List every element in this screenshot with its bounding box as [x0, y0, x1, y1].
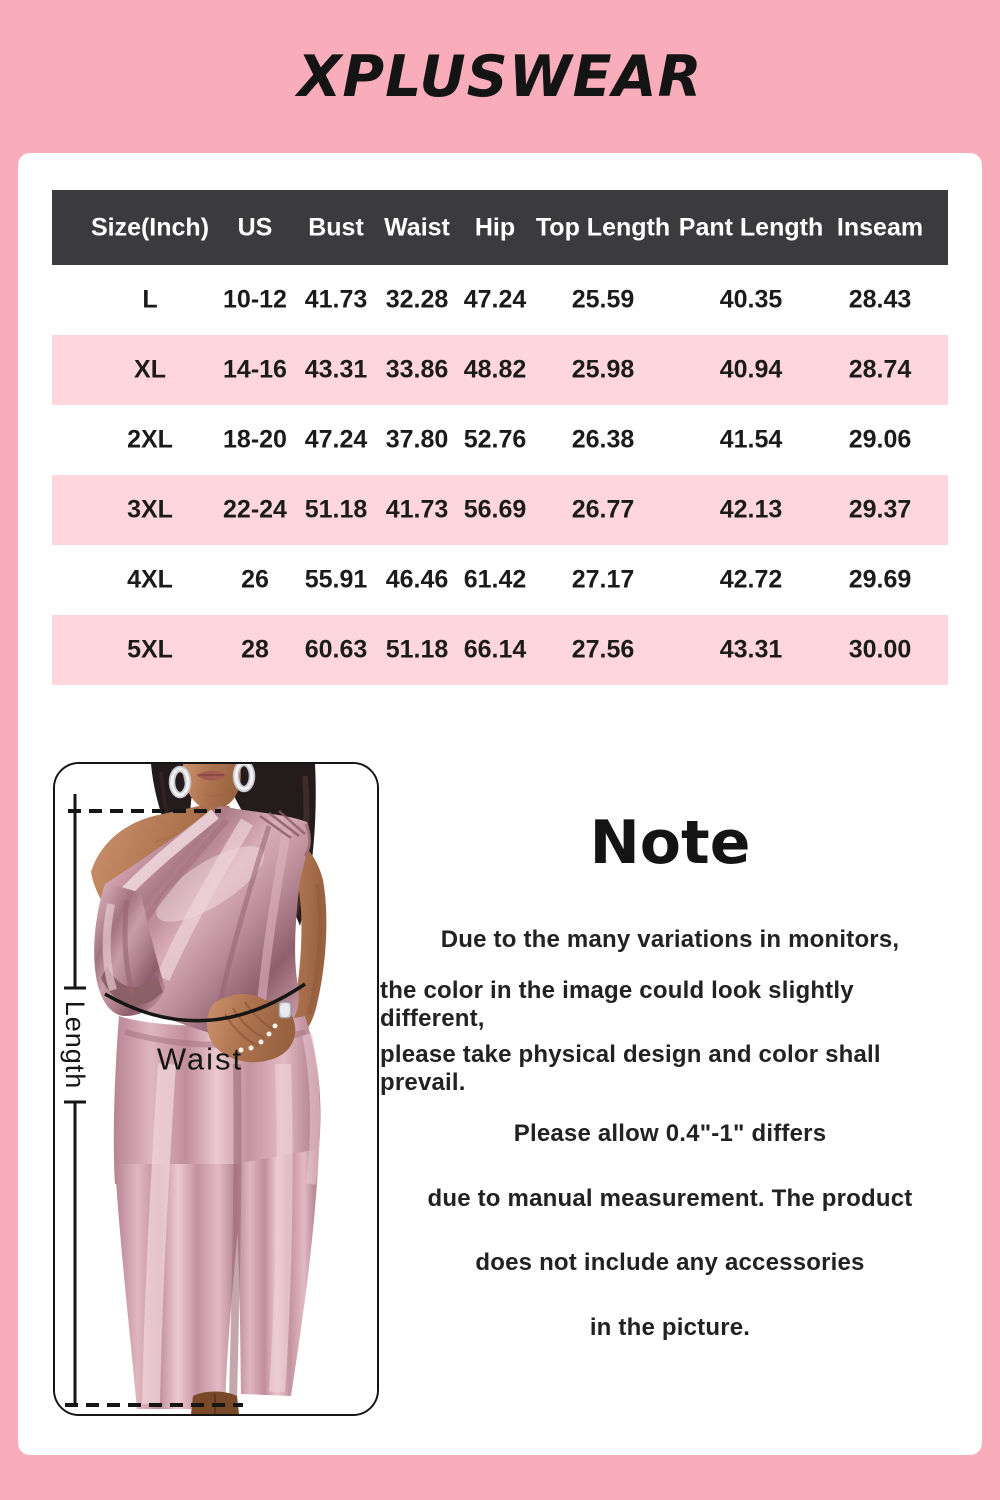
pant-length-cell: 41.54 — [719, 425, 783, 454]
pant-length-cell: 42.72 — [719, 565, 783, 594]
note-line: in the picture. — [589, 1313, 751, 1341]
note-body — [380, 908, 960, 1360]
bust-cell: 51.18 — [304, 495, 368, 524]
table-row — [52, 615, 948, 685]
inseam-cell: 28.74 — [848, 355, 912, 384]
inseam-cell: 29.37 — [848, 495, 912, 524]
hip-cell: 52.76 — [463, 425, 527, 454]
wrist-watch — [279, 1002, 291, 1018]
bust-cell: 43.31 — [304, 355, 368, 384]
header-waist: Waist — [384, 213, 450, 241]
inseam-cell: 28.43 — [848, 285, 912, 314]
waist-cell: 41.73 — [385, 495, 449, 524]
table-row — [52, 545, 948, 615]
top-length-cell: 25.59 — [571, 285, 635, 314]
size-cell: 3XL — [127, 495, 173, 524]
us-cell: 14-16 — [223, 355, 287, 384]
top-length-cell: 26.77 — [571, 495, 635, 524]
header-pant-length: Pant Length — [678, 213, 824, 241]
hip-cell: 66.14 — [463, 635, 527, 664]
header-hip: Hip — [474, 213, 516, 241]
header-size: Size(Inch) — [90, 213, 210, 241]
hip-cell: 61.42 — [463, 565, 527, 594]
waist-label: Waist — [156, 1041, 244, 1077]
waist-cell: 33.86 — [385, 355, 449, 384]
shoes — [191, 1392, 239, 1415]
top-length-cell: 25.98 — [571, 355, 635, 384]
note-title: Note — [589, 808, 751, 878]
content-panel — [18, 153, 982, 1455]
us-cell: 18-20 — [223, 425, 287, 454]
header-top-length: Top Length — [535, 213, 671, 241]
pant-length-cell: 40.94 — [719, 355, 783, 384]
brand-band — [0, 0, 1000, 153]
header-us: US — [237, 213, 273, 241]
inseam-cell: 29.69 — [848, 565, 912, 594]
top-length-cell: 27.17 — [571, 565, 635, 594]
note-line: due to manual measurement. The product — [427, 1184, 913, 1212]
table-row — [52, 475, 948, 545]
note-line: does not include any accessories — [475, 1249, 865, 1277]
header-inseam: Inseam — [836, 213, 924, 241]
size-cell: 4XL — [127, 565, 173, 594]
us-cell: 22-24 — [223, 495, 287, 524]
waist-cell: 51.18 — [385, 635, 449, 664]
pant-length-cell: 43.31 — [719, 635, 783, 664]
header-bust: Bust — [308, 213, 364, 241]
length-label: Length — [60, 1000, 90, 1090]
hip-cell: 48.82 — [463, 355, 527, 384]
us-cell: 28 — [241, 635, 269, 664]
hip-cell: 47.24 — [463, 285, 527, 314]
size-chart-header-row — [52, 190, 948, 265]
note-line: the color in the image could look slightly different, — [380, 976, 854, 1032]
table-row — [52, 405, 948, 475]
size-cell: XL — [134, 355, 166, 384]
pant-length-cell: 42.13 — [719, 495, 783, 524]
pant-length-cell: 40.35 — [719, 285, 783, 314]
waist-cell: 37.80 — [385, 425, 449, 454]
us-cell: 10-12 — [223, 285, 287, 314]
bust-cell: 60.63 — [304, 635, 368, 664]
us-cell: 26 — [241, 565, 269, 594]
bust-cell: 47.24 — [304, 425, 368, 454]
inseam-cell: 30.00 — [848, 635, 912, 664]
note-line: please take physical design and color shall prevail. — [380, 1041, 881, 1097]
size-cell: 5XL — [127, 635, 173, 664]
size-cell: 2XL — [127, 425, 173, 454]
note-line: Please allow 0.4"-1" differs — [513, 1120, 827, 1148]
model-photo — [55, 764, 377, 1414]
waist-cell: 46.46 — [385, 565, 449, 594]
table-row — [52, 335, 948, 405]
inseam-cell: 29.06 — [848, 425, 912, 454]
waist-cell: 32.28 — [385, 285, 449, 314]
hip-cell: 56.69 — [463, 495, 527, 524]
measurement-diagram-panel — [53, 762, 379, 1416]
top-length-cell: 27.56 — [571, 635, 635, 664]
note-line: Due to the many variations in monitors, — [440, 926, 900, 954]
size-cell: L — [142, 285, 158, 314]
bust-cell: 55.91 — [304, 565, 368, 594]
brand-logo: XPLUSWEAR — [297, 43, 703, 110]
top-length-cell: 26.38 — [571, 425, 635, 454]
table-row — [52, 265, 948, 335]
bust-cell: 41.73 — [304, 285, 368, 314]
